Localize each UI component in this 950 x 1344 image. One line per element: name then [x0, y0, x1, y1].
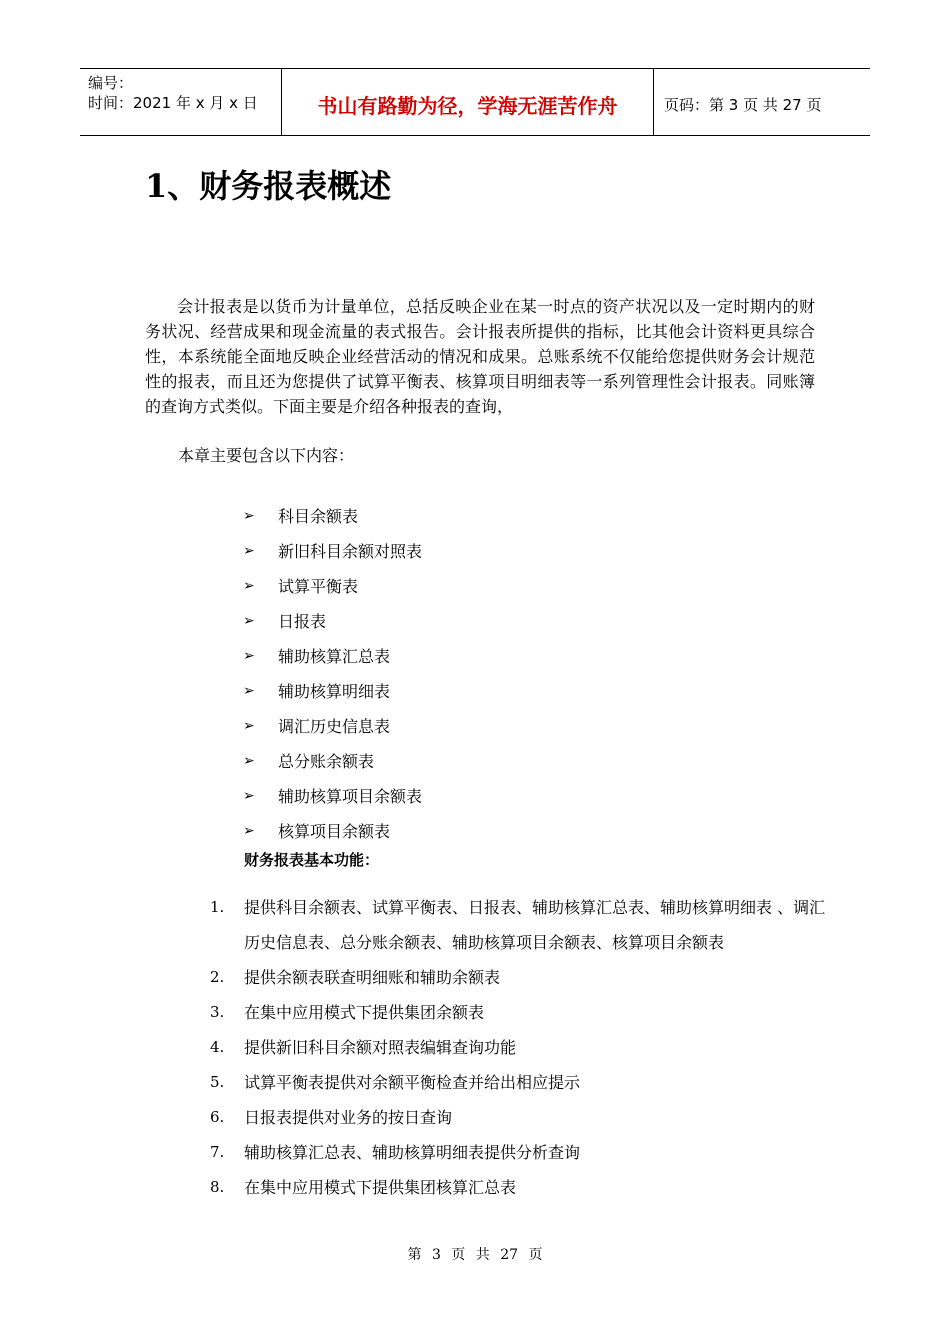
list-item [243, 708, 422, 743]
feature-number: 1. [210, 898, 225, 916]
list-item [243, 568, 422, 603]
chapter-intro: 本章主要包含以下内容： [178, 446, 355, 465]
features-heading: 财务报表基本功能： [244, 851, 380, 869]
feature-number: 2. [210, 968, 225, 986]
list-item-label: 辅助核算汇总表 [278, 647, 391, 666]
list-item-label: 日报表 [278, 612, 327, 631]
page-header [80, 68, 870, 136]
feature-text: 提供余额表联查明细账和辅助余额表 [244, 968, 501, 987]
feature-item [210, 1030, 830, 1065]
arrowhead-bullet-icon: ➢ [243, 542, 255, 559]
code-label: 编号： [88, 74, 134, 92]
feature-text: 辅助核算汇总表、辅助核算明细表提供分析查询 [244, 1143, 581, 1162]
feature-number: 5. [210, 1073, 225, 1091]
feature-item [210, 1100, 830, 1135]
feature-text: 提供科目余额表、试算平衡表、日报表、辅助核算汇总表、辅助核算明细表 、调汇历史信息表、总分账余额表、辅助核算项目余额表、核算项目余额表 [244, 898, 826, 952]
list-item-label: 试算平衡表 [278, 577, 359, 596]
list-item-label: 总分账余额表 [278, 752, 375, 771]
feature-number: 3. [210, 1003, 225, 1021]
feature-text: 提供新旧科目余额对照表编辑查询功能 [244, 1038, 517, 1057]
list-item [243, 743, 422, 778]
header-motto: 书山有路勤为径，学海无涯苦作舟 [282, 69, 654, 135]
arrowhead-bullet-icon: ➢ [243, 612, 255, 629]
list-item-label: 科目余额表 [278, 507, 359, 526]
arrowhead-bullet-icon: ➢ [243, 647, 255, 664]
feature-text: 在集中应用模式下提供集团余额表 [244, 1003, 485, 1022]
feature-number: 8. [210, 1178, 225, 1196]
feature-item [210, 1065, 830, 1100]
arrowhead-bullet-icon: ➢ [243, 577, 255, 594]
report-list [243, 498, 422, 848]
arrowhead-bullet-icon: ➢ [243, 787, 255, 804]
list-item-label: 辅助核算明细表 [278, 682, 391, 701]
arrowhead-bullet-icon: ➢ [243, 682, 255, 699]
feature-number: 4. [210, 1038, 225, 1056]
page-footer: 第 3 页 共 27 页 [407, 1247, 543, 1263]
list-item [243, 603, 422, 638]
arrowhead-bullet-icon: ➢ [243, 507, 255, 524]
list-item [243, 778, 422, 813]
list-item [243, 638, 422, 673]
features-list [210, 890, 830, 1205]
feature-item [210, 960, 830, 995]
list-item [243, 498, 422, 533]
list-item-label: 新旧科目余额对照表 [278, 542, 423, 561]
feature-number: 6. [210, 1108, 225, 1126]
feature-item [210, 890, 830, 960]
feature-text: 日报表提供对业务的按日查询 [244, 1108, 453, 1127]
list-item-label: 辅助核算项目余额表 [278, 787, 423, 806]
intro-paragraph: 会计报表是以货币为计量单位，总括反映企业在某一时点的资产状况以及一定时期内的财务状况、经营成果和现金流量的表式报告。会计报表所提供的指标，比其他会计资料更具综合性，本系统能全面地反映企业经营活动的情况和成果。总账系统不仅能给您提供财务会计规范性的报表，而且还为您提供了试算平衡表、核算项目明细表等一系列管理性会计报表。同账簿的查询方式类似。下面主要是介绍各种报表的查询， [145, 297, 815, 416]
arrowhead-bullet-icon: ➢ [243, 822, 255, 839]
header-meta-cell [80, 69, 282, 135]
list-item-label: 调汇历史信息表 [278, 717, 391, 736]
arrowhead-bullet-icon: ➢ [243, 717, 255, 734]
section-title: 1、财务报表概述 [145, 167, 392, 205]
list-item [243, 533, 422, 568]
list-item [243, 673, 422, 708]
header-page-info: 页码：第 3 页 共 27 页 [664, 95, 822, 114]
feature-number: 7. [210, 1143, 225, 1161]
feature-text: 在集中应用模式下提供集团核算汇总表 [244, 1178, 517, 1197]
arrowhead-bullet-icon: ➢ [243, 752, 255, 769]
feature-item [210, 995, 830, 1030]
time-label: 时间：2021 年 x 月 x 日 [88, 94, 258, 112]
list-item-label: 核算项目余额表 [278, 822, 391, 841]
feature-text: 试算平衡表提供对余额平衡检查并给出相应提示 [244, 1073, 581, 1092]
feature-item [210, 1170, 830, 1205]
feature-item [210, 1135, 830, 1170]
list-item [243, 813, 422, 848]
